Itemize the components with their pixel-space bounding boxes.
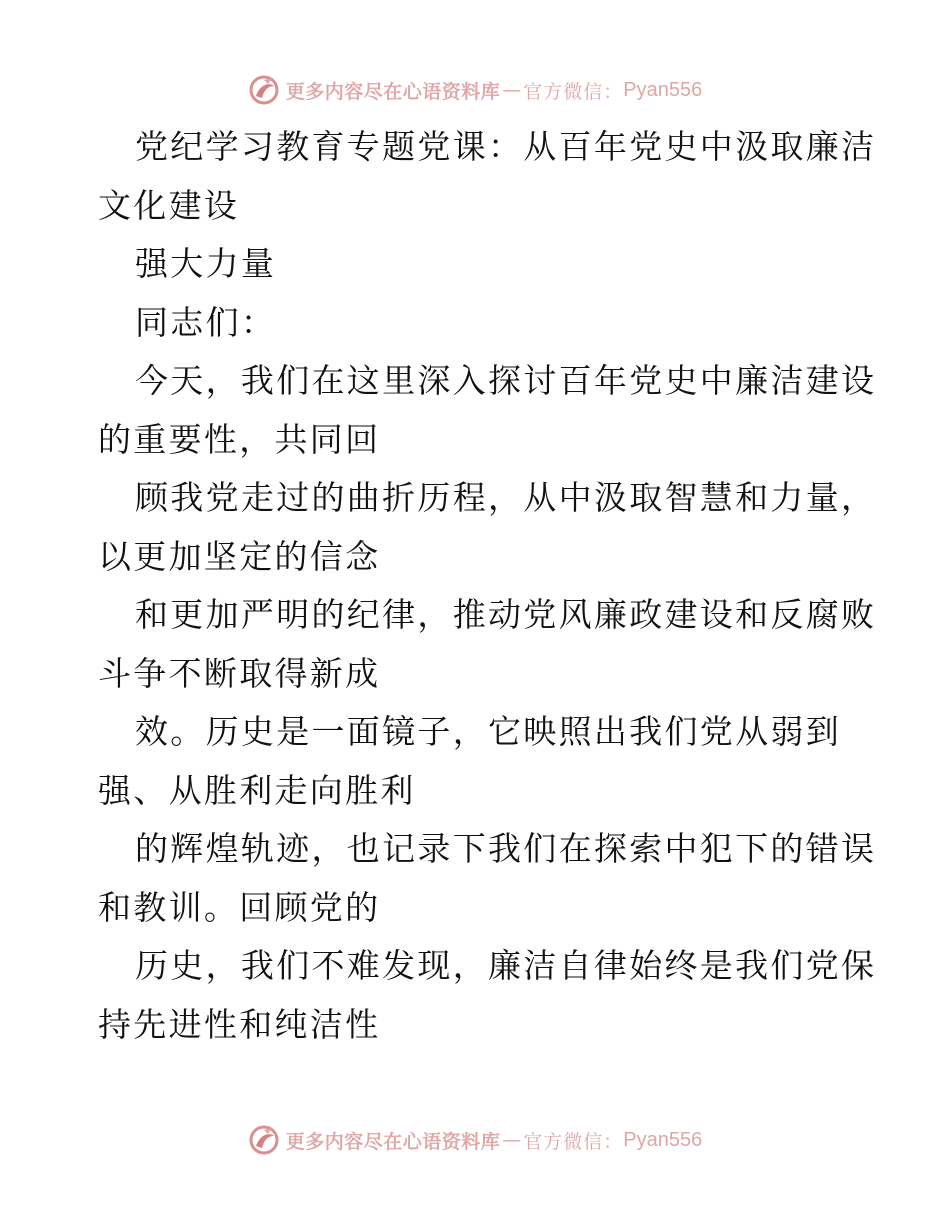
document-line: 以更加坚定的信念: [98, 536, 381, 576]
document-line: 和教训。回顾党的: [98, 887, 381, 927]
document-line: 效。历史是一面镜子，它映照出我们党从弱到: [135, 712, 841, 751]
banner-wechat-account: Pyan556: [623, 1128, 703, 1151]
document-line: 历史，我们不难发现，廉洁自律始终是我们党保: [135, 946, 877, 985]
banner-wechat-label: 官方微信：: [523, 1130, 624, 1153]
document-line: 持先进性和纯洁性: [98, 1004, 381, 1044]
flame-swirl-logo-icon: [248, 74, 280, 106]
flame-swirl-logo-icon: [248, 1124, 280, 1156]
document-line: 强大力量: [135, 244, 277, 283]
banner-separator: —: [502, 79, 522, 101]
document-line: 文化建设: [98, 185, 240, 225]
footer-watermark-banner: [0, 1120, 950, 1160]
document-line: 顾我党走过的曲折历程，从中汲取智慧和力量，: [135, 478, 877, 517]
document-line: 和更加严明的纪律，推动党风廉政建设和反腐败: [135, 595, 877, 634]
document-line: 同志们：: [135, 302, 277, 342]
document-line: 今天，我们在这里深入探讨百年党史中廉洁建设: [135, 361, 877, 400]
document-line: 斗争不断取得新成: [98, 653, 381, 693]
banner-wechat-label: 官方微信：: [523, 80, 624, 103]
document-line: 强、从胜利走向胜利: [98, 770, 416, 810]
header-watermark-banner: [0, 70, 950, 110]
banner-wechat-account: Pyan556: [623, 78, 703, 101]
document-line: 党纪学习教育专题党课：从百年党史中汲取廉洁: [135, 127, 877, 166]
document-body: [98, 118, 877, 1054]
banner-brand-text: 更多内容尽在心语资料库: [285, 1130, 501, 1153]
document-line: 的辉煌轨迹，也记录下我们在探索中犯下的错误: [135, 829, 877, 868]
banner-separator: —: [502, 1129, 522, 1151]
banner-brand-text: 更多内容尽在心语资料库: [285, 80, 501, 103]
document-line: 的重要性，共同回: [98, 419, 381, 459]
